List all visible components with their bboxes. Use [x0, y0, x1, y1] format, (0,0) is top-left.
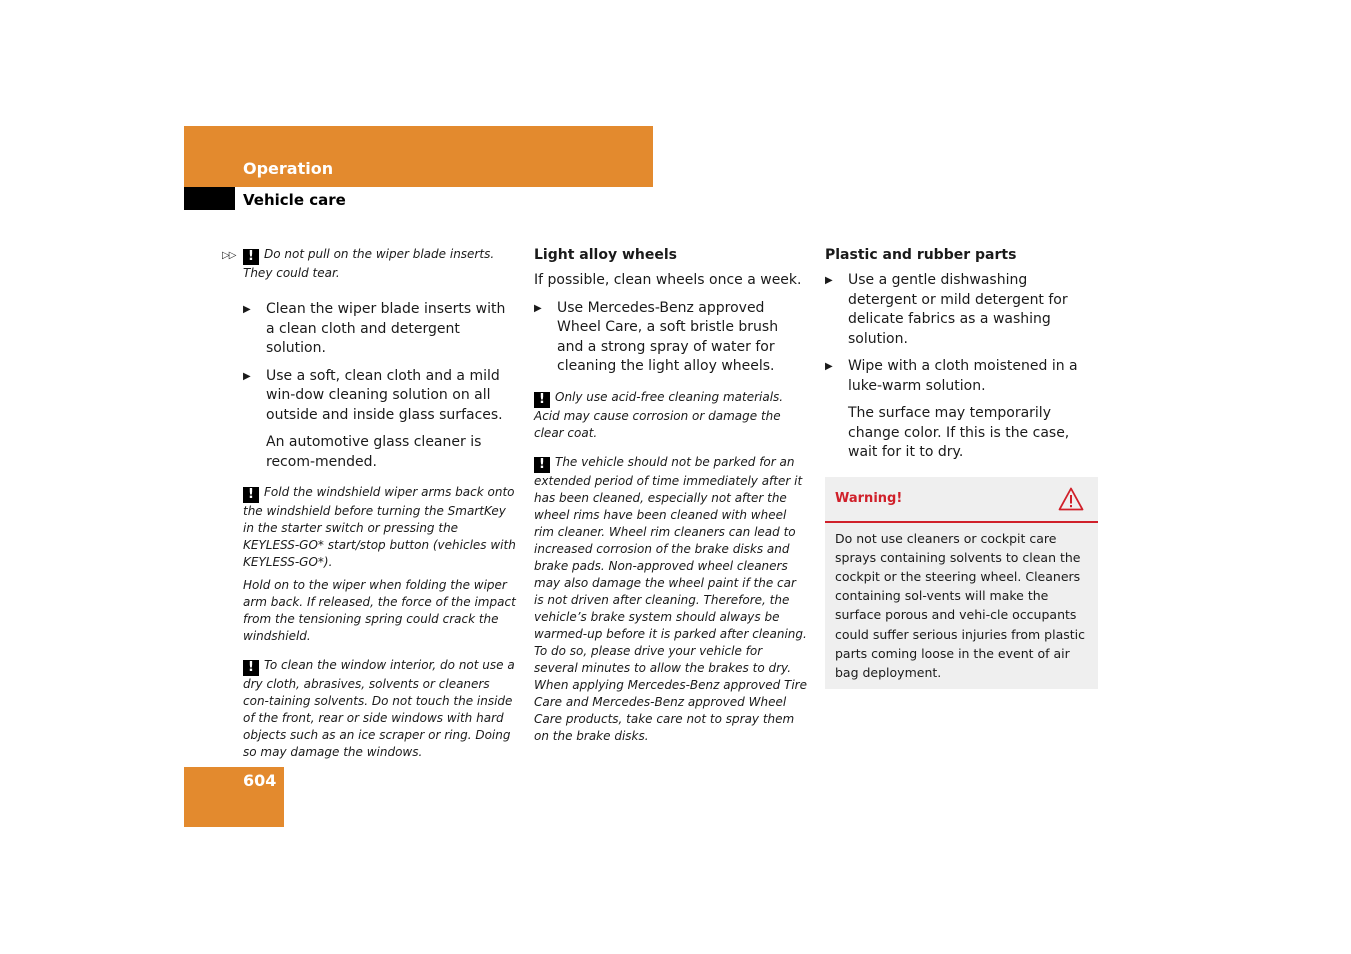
note-window-interior: ! To clean the window interior, do not use a dry cloth, abrasives, solvents or cleaners con-taining solvents. Do not touch the inside of the front, rear or side windows with hard objects such as an ice scraper or ring. Doing so may damage the windows.: [243, 658, 515, 759]
triangle-right-icon: ▶: [534, 302, 542, 314]
list-item: ▶ Wipe with a cloth moistened in a luke-warm solution.: [825, 358, 1078, 394]
warning-title: Warning!: [835, 490, 903, 506]
section-heading: Plastic and rubber parts: [825, 247, 1017, 263]
page-number: 604: [243, 771, 277, 790]
paragraph: If possible, clean wheels once a week.: [534, 272, 802, 288]
list-item-followup: An automotive glass cleaner is recom-mended.: [266, 434, 482, 470]
column-1: [243, 246, 518, 767]
note-acid-free: ! Only use acid-free cleaning materials. Acid may cause corrosion or damage the clear coat.: [534, 389, 784, 440]
column-3: [825, 246, 1098, 689]
section-title: Operation: [243, 159, 334, 178]
exclamation-icon: !: [243, 487, 259, 503]
triangle-right-icon: ▶: [243, 370, 251, 382]
exclamation-icon: !: [534, 392, 550, 408]
exclamation-icon: !: [243, 249, 259, 265]
continued-arrows-icon: ▷▷: [222, 250, 236, 261]
note-wiper-arms-continued: Hold on to the wiper when folding the wiper arm back. If released, the force of the impact from the tensioning spring could crack the windshield.: [243, 578, 516, 643]
note-wiper-inserts: ! Do not pull on the wiper blade inserts. They could tear.: [243, 247, 495, 280]
list-item: ▶ Clean the wiper blade inserts with a clean cloth and detergent solution.: [243, 301, 506, 356]
header-marker: [184, 187, 235, 210]
page-title: Vehicle care: [243, 191, 346, 209]
triangle-right-icon: ▶: [825, 275, 833, 286]
note-parking: ! The vehicle should not be parked for an extended period of time immediately after it has been cleaned, especially not after the wheel rims have been cleaned with wheel rim cleaner. Wheel rim cleaners can lead to increased corrosion of the brake disks and brake pads. Non-approved wheel cleaners may also damage the wheel paint if the car is not driven after cleaning. Therefore, the vehicle’s brake system should always be warmed-up before it is parked after cleaning. To do so, please drive your vehicle for several minutes to allow the brakes to dry. When applying Mercedes-Benz approved Tire Care and Mercedes-Benz approved Wheel Care products, take care not to spray them on the brake disks.: [534, 454, 807, 743]
list-item-followup: The surface may temporarily change color. If this is the case, wait for it to dry.: [848, 405, 1070, 460]
warning-header: [825, 477, 1098, 523]
section-heading: Light alloy wheels: [534, 247, 677, 263]
list-item: ▶ Use Mercedes-Benz approved Wheel Care, a soft bristle brush and a strong spray of water for cleaning the light alloy wheels.: [534, 299, 779, 374]
list-item: ▶ Use a gentle dishwashing detergent or mild detergent for delicate fabrics as a washing solution.: [825, 272, 1068, 347]
list-item: ▶ Use a soft, clean cloth and a mild win-dow cleaning solution on all outside and inside glass surfaces.: [243, 367, 503, 423]
triangle-right-icon: ▶: [243, 304, 251, 315]
triangle-right-icon: ▶: [825, 361, 833, 372]
note-wiper-arms: ! Fold the windshield wiper arms back onto the windshield before turning the SmartKey in the starter switch or pressing the KEYLESS-GO* start/stop button (vehicles with KEYLESS-GO*).: [243, 485, 516, 569]
exclamation-icon: !: [534, 457, 550, 473]
exclamation-icon: !: [243, 660, 259, 676]
column-2: [534, 246, 808, 751]
warning-triangle-icon: [1058, 487, 1084, 511]
warning-box: [825, 477, 1098, 690]
warning-text: Do not use cleaners or cockpit care sprays containing solvents to clean the cockpit or the steering wheel. Cleaners containing sol-vents will make the surface porous and vehi-cle occupants could suffer serious injuries from plastic parts coming loose in the event of air bag deployment.: [835, 530, 1086, 680]
